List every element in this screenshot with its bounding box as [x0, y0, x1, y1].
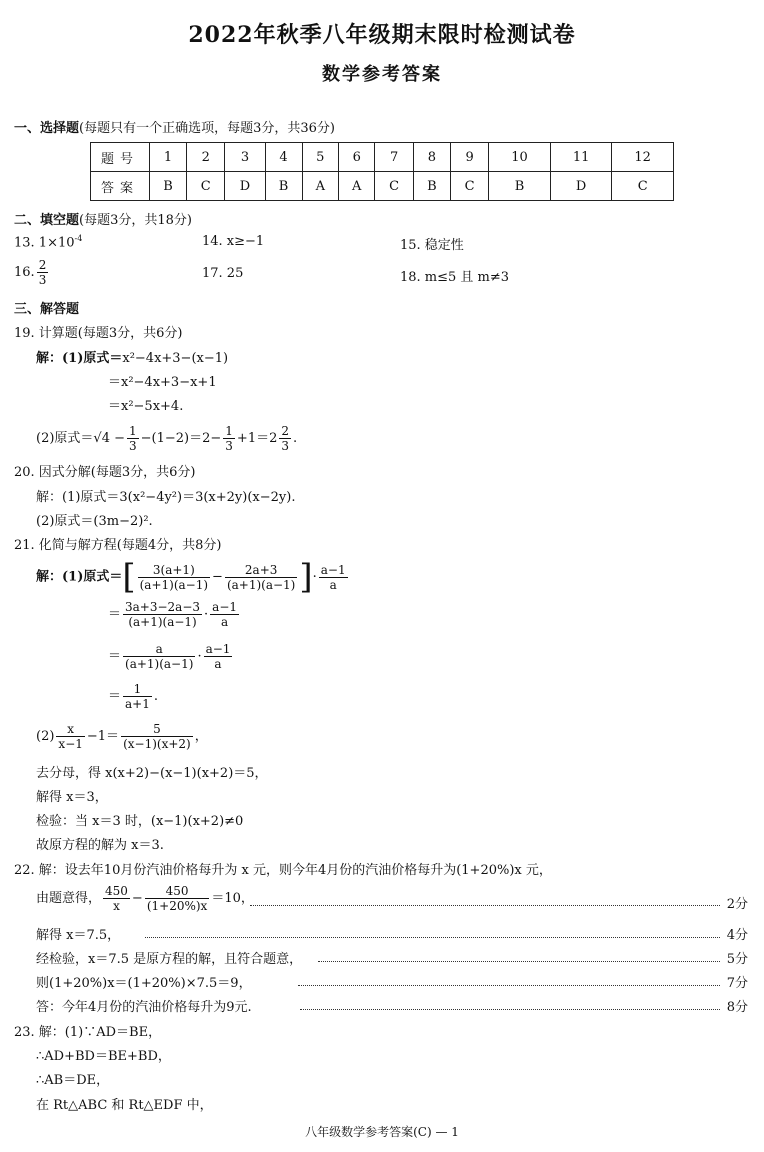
- q23-line2: ∴AD+BD＝BE+BD，: [36, 1049, 171, 1064]
- row-label-number: 题号: [91, 143, 150, 172]
- q23-line4: 在 Rt△ABC 和 Rt△EDF 中，: [36, 1098, 213, 1113]
- q22-line4: 经检验，x＝7.5 是原方程的解，且符合题意，: [36, 952, 303, 967]
- answer-17: 17. 25: [202, 266, 244, 281]
- score-label: 7分: [726, 976, 748, 991]
- answer-table: [90, 142, 674, 201]
- q19-part2: (2)原式＝√4 − $\frac{1}{3}$ −(1−2)＝2− $\frac{1}{3}$ +1＝2 $\frac{2}{3}$ .: [36, 424, 298, 453]
- answer-13: 13. $1\times 10^{-4}$: [14, 234, 83, 251]
- page-footer: 八年级数学参考答案(C) — 1: [305, 1125, 459, 1139]
- q20-line2: (2)原式＝(3m−2)².: [36, 514, 153, 529]
- section2-heading: 二、填空题(每题3分，共18分): [14, 213, 192, 228]
- q19-line1: 解：(1)原式＝x²−4x+3−(x−1): [36, 351, 229, 366]
- q21-line3: ＝ $\frac{a}{(a+1)(a-1)}$ · $\frac{a-1}{a}$: [108, 642, 231, 671]
- q22-line1: 22. 解：设去年10月份汽油价格每升为 x 元，则今年4月份的汽油价格每升为(1+20%)x 元，: [14, 863, 552, 878]
- leader-dots: [250, 905, 720, 906]
- q22-line2: 由题意得， $\frac{450}{x}$ − $\frac{450}{(1+20\%)x}$ ＝10，: [36, 884, 254, 913]
- page-subtitle: 数学参考答案: [322, 64, 442, 85]
- q22-line5: 则(1+20%)x＝(1+20%)×7.5＝9，: [36, 976, 252, 991]
- answer-16: 16. $\frac{2}{3}$: [14, 258, 47, 287]
- q21-step4: 故原方程的解为 x＝3.: [36, 838, 164, 853]
- q19-line3: ＝x²−5x+4.: [108, 399, 184, 414]
- leader-dots: [300, 1009, 720, 1010]
- leader-dots: [318, 961, 720, 962]
- q21-heading: 21. 化简与解方程(每题4分，共8分): [14, 538, 222, 553]
- score-label: 8分: [726, 1000, 748, 1015]
- q21-line2: ＝ $\frac{3a+3-2a-3}{(a+1)(a-1)}$ · $\frac{a-1}{a}$: [108, 600, 238, 629]
- q20-line1: 解：(1)原式＝3(x²−4y²)＝3(x+2y)(x−2y).: [36, 490, 296, 505]
- q21-step3: 检验：当 x＝3 时，(x−1)(x+2)≠0: [36, 814, 244, 829]
- q20-heading: 20. 因式分解(每题3分，共6分): [14, 465, 196, 480]
- leader-dots: [145, 937, 720, 938]
- score-label: 2分: [726, 897, 748, 912]
- section3-heading: 三、解答题: [14, 302, 80, 317]
- table-row: 答案 B C D B A A C B C B D C: [91, 172, 674, 201]
- answer-18: 18. m≤5 且 m≠3: [400, 270, 510, 285]
- table-row: 题号 1 2 3 4 5 6 7 8 9 10 11 12: [91, 143, 674, 172]
- leader-dots: [298, 985, 720, 986]
- q21-part2: (2) $\frac{x}{x-1}$ −1＝ $\frac{5}{(x-1)(x+2)}$ ，: [36, 722, 208, 751]
- q19-heading: 19. 计算题(每题3分，共6分): [14, 326, 183, 341]
- row-label-answer: 答案: [91, 172, 150, 201]
- q21-line1: 解：(1)原式＝[ $\frac{3(a+1)}{(a+1)(a-1)}$ − $\frac{2a+3}{(a+1)(a-1)}$ ]· $\frac{a-1}{a}$: [36, 557, 346, 597]
- q22-line3: 解得 x＝7.5，: [36, 928, 121, 943]
- score-label: 4分: [726, 928, 748, 943]
- answer-15: 15. 稳定性: [400, 238, 464, 253]
- q21-line4: ＝ $\frac{1}{a+1}$ .: [108, 682, 158, 711]
- q21-step1: 去分母，得 x(x+2)−(x−1)(x+2)＝5，: [36, 766, 268, 781]
- answer-14: 14. x≥−1: [202, 234, 265, 249]
- q23-line3: ∴AB＝DE，: [36, 1073, 110, 1088]
- q19-line2: ＝x²−4x+3−x+1: [108, 375, 217, 390]
- q21-step2: 解得 x＝3，: [36, 790, 108, 805]
- section1-heading: 一、选择题(每题只有一个正确选项，每题3分，共36分): [14, 121, 335, 136]
- page-title: 2022年秋季八年级期末限时检测试卷: [188, 22, 576, 48]
- q22-line6: 答：今年4月份的汽油价格每升为9元.: [36, 1000, 252, 1015]
- score-label: 5分: [726, 952, 748, 967]
- q23-line1: 23. 解：(1)∵AD＝BE，: [14, 1025, 162, 1040]
